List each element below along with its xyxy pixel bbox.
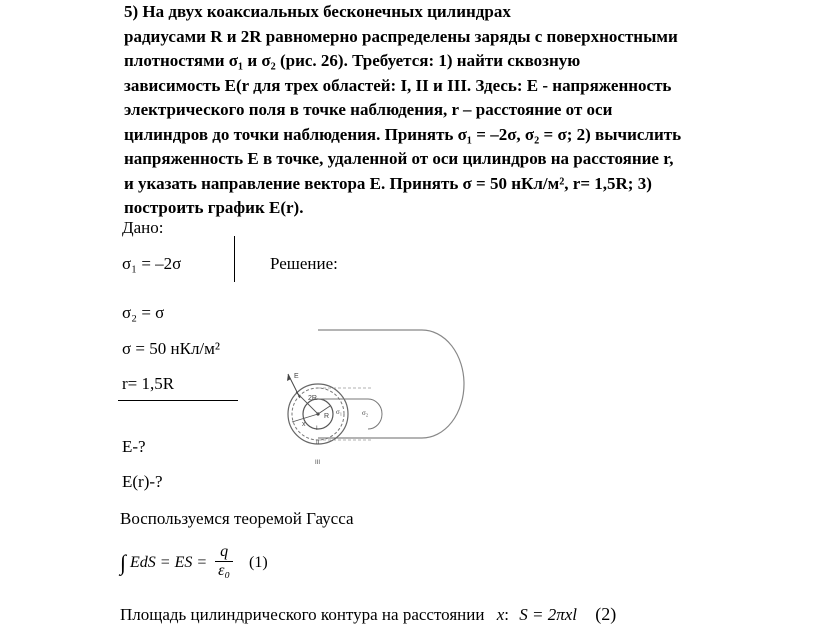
label-III: III <box>315 460 321 466</box>
given-title: Дано: <box>122 218 164 237</box>
area-var: x <box>496 605 505 624</box>
problem-line: плотностями σ₁ и σ₂ (рис. 26). Требуется: 1) найти сквозную <box>124 51 581 70</box>
eq1-number: (1) <box>249 554 268 572</box>
gauss-text: Воспользуемся теоремой Гаусса <box>120 509 354 528</box>
problem-line: 5) На двух коаксиальных бесконечных цилиндрах <box>124 2 511 21</box>
given-r: r= 1,5R <box>122 374 175 393</box>
label-2R: 2R <box>308 395 317 402</box>
problem-line: зависимость E(r для трех областей: I, II и III. Здесь: E - напряженность <box>124 75 672 95</box>
area-line: Площадь цилиндрического контура на расстоянии x: S = 2πxl (2) <box>120 604 617 624</box>
eq1-denominator: ε₀ <box>218 562 231 579</box>
equation-1 <box>120 545 268 582</box>
problem-statement <box>124 0 804 221</box>
eq1-numerator: q <box>215 543 233 562</box>
given-underline <box>118 400 238 401</box>
given-divider <box>234 236 235 282</box>
given-sigma2: σ₂ = σ <box>122 303 165 322</box>
problem-line: и указать направление вектора E. Принять σ = 50 нКл/м², r= 1,5R; 3) <box>124 173 652 193</box>
label-E: E <box>294 373 299 380</box>
problem-line: цилиндров до точки наблюдения. Принять σ₁ = –2σ, σ₂ = σ; 2) вычислить <box>124 124 682 144</box>
eq1-lhs: EdS = ES = <box>130 554 208 572</box>
problem-line: напряженность E в точке, удаленной от оси цилиндров на расстояние r, <box>124 149 674 168</box>
given-sigma1: σ₁ = –2σ <box>122 254 182 273</box>
label-x: x <box>302 421 306 428</box>
given-sigma: σ = 50 нКл/м² <box>122 339 220 358</box>
label-sigma2: σ₂ <box>362 409 369 417</box>
label-R: R <box>324 413 330 420</box>
cylinder-figure <box>272 318 472 468</box>
integral-sign: ∫ <box>120 550 127 576</box>
eq1-fraction <box>215 543 233 580</box>
problem-line: построить график E(r). <box>124 198 304 217</box>
find-E: E-? <box>122 437 146 456</box>
area-formula: S = 2πxl <box>519 605 577 624</box>
cylinder-body <box>318 330 464 438</box>
label-II: II <box>316 440 320 446</box>
find-Er: E(r)-? <box>122 472 163 491</box>
problem-line: радиусами R и 2R равномерно распределены заряды с поверхностными <box>124 26 678 46</box>
label-sigma1: σ₁ <box>336 408 343 416</box>
problem-line: электрического поля в точке наблюдения, r – расстояние от оси <box>124 100 613 119</box>
solution-title: Решение: <box>270 254 338 273</box>
label-I: I <box>316 426 318 432</box>
eq2-number: (2) <box>595 604 617 624</box>
area-text: Площадь цилиндрического контура на расстоянии <box>120 605 485 624</box>
